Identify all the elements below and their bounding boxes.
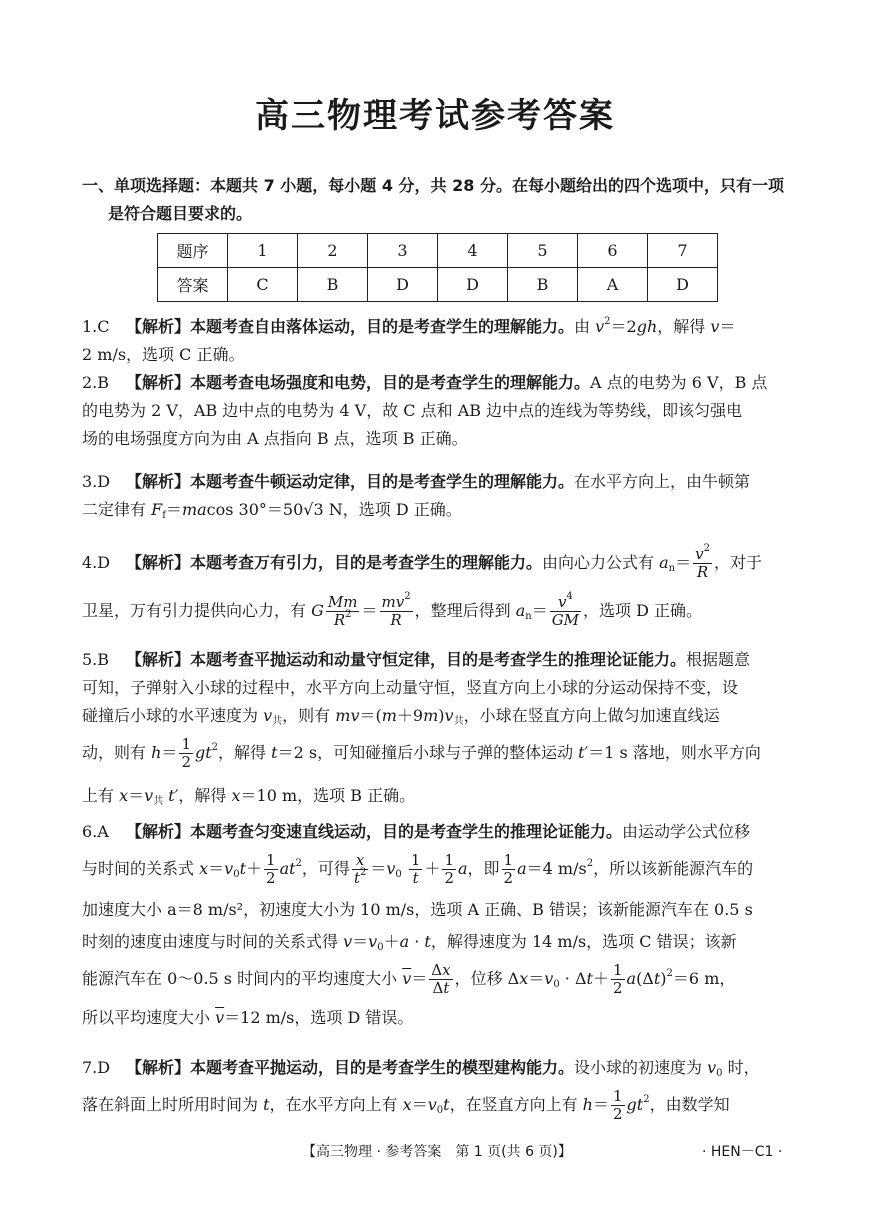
question-number: 1.C — [82, 317, 110, 336]
answer-table — [157, 233, 718, 302]
page-title: 高三物理考试参考答案 — [255, 96, 615, 136]
question-number: 6.A — [82, 822, 109, 841]
table-header-cell: 答案 — [158, 268, 228, 302]
analysis-tag: 【解析】本题考查电场强度和电势，目的是考查学生的理解能力。 — [126, 373, 591, 392]
table-header-cell: 题序 — [158, 234, 228, 268]
question-5: 5.B 【解析】本题考查平抛运动和动量守恒定律，目的是考查学生的推理论证能力。根据题意 可知，子弹射入小球的过程中，水平方向上动量守恒，竖直方向上小球的分运动保持不变，设 碰撞后小球的水平速度为 $v_共$，则有 $mv=(m+9m)v_共$，小球在竖直方向上做匀加速直线运 动，则有 h＝ $\frac{1}{2}$ $gt^2$，解得 t＝2 s，可知碰撞后小球与子弹的整体运动 t′＝1 s 落地，则水平方向 上有 $x=v_共$ t′，解得 x＝10 m，选项 B 正确。 — [82, 646, 794, 810]
table-cell: D — [438, 268, 508, 302]
question-1: 1.C 【解析】本题考查自由落体运动，目的是考查学生的理解能力。由 $v^2=2gh$，解得 v＝ 2 m/s，选项 C 正确。 — [82, 313, 794, 369]
analysis-tag: 【解析】本题考查平抛运动，目的是考查学生的模型建构能力。 — [126, 1058, 575, 1077]
section-heading-line2: 是符合题目要求的。 — [108, 204, 253, 223]
table-cell: 6 — [578, 234, 648, 268]
table-cell: D — [368, 268, 438, 302]
question-4: 4.D 【解析】本题考查万有引力，目的是考查学生的理解能力。由向心力公式有 $a_n=$ $\frac{v^2}{R}$ ，对于 卫星，万有引力提供向心力，有 G $\frac{Mm}{R^2}$ ＝ $\frac{mv^2}{R}$ ，整理后得到 $a_n=$ $\frac{v^4}{GM}$ ，选项 D 正确。 — [82, 543, 763, 629]
answer-table-row-answers — [158, 268, 718, 302]
analysis-tag: 【解析】本题考查牛顿运动定律，目的是考查学生的理解能力。 — [126, 472, 575, 491]
footer-code: · HEN－C1 · — [702, 1144, 783, 1160]
analysis-tag: 【解析】本题考查匀变速直线运动，目的是考查学生的推理论证能力。 — [126, 822, 623, 841]
table-cell: 7 — [648, 234, 718, 268]
table-cell: 1 — [228, 234, 298, 268]
footer-page-info: 【高三物理 · 参考答案 第 1 页(共 6 页)】 — [302, 1144, 572, 1160]
section-heading — [82, 172, 802, 228]
question-6: 6.A 【解析】本题考查匀变速直线运动，目的是考查学生的推理论证能力。由运动学公式位移 与时间的关系式 $x=v_0t+$ $\frac{1}{2}$ $at^2$，可得 $\frac{x}{t^2}$ $=v_0$ $\frac{1}{t}$ ＋ $\frac{1}{2}$ a，即 $\frac{1}{2}$ a＝4 $m/s^2$，所以该新能源汽车的 加速度大小 a＝8 m/s²，初速度大小为 10 m/s，选项 A 正确、B 错误；该新能源汽车在 0.5 s 时刻的速度由速度与时间的关系式得 $v=v_0+a \cdot t$，解得速度为 14 m/s，选项 C 错误；该新 能源汽车在 0～0.5 s 时间内的平均速度大小 $\overline{v}=$ $\frac{\Delta x}{\Delta t}$ ，位移 $\Delta x=v_0 \cdot \Delta t+$ $\frac{1}{2}$ $a(\Delta t)^2=6$ m， 所以平均速度大小 $\overline{v}=12$ m/s，选项 D 错误。 — [82, 818, 794, 1032]
table-cell: 3 — [368, 234, 438, 268]
question-number: 5.B — [82, 650, 110, 669]
question-number: 4.D — [82, 553, 111, 572]
table-cell: 4 — [438, 234, 508, 268]
table-cell: A — [578, 268, 648, 302]
section-heading-line1: 一、单项选择题：本题共 7 小题，每小题 4 分，共 28 分。在每小题给出的四个选项中，只有一项 — [82, 176, 784, 195]
analysis-tag: 【解析】本题考查自由落体运动，目的是考查学生的理解能力。 — [126, 317, 575, 336]
question-3: 3.D 【解析】本题考查牛顿运动定律，目的是考查学生的理解能力。在水平方向上，由牛顿第 二定律有 $F_f=macos$ 30°＝50√3 N，选项 D 正确。 — [82, 468, 794, 524]
table-cell: D — [648, 268, 718, 302]
analysis-tag: 【解析】本题考查万有引力，目的是考查学生的理解能力。 — [126, 553, 543, 572]
question-2: 2.B 【解析】本题考查电场强度和电势，目的是考查学生的理解能力。A 点的电势为 6 V，B 点 的电势为 2 V，AB 边中点的电势为 4 V，故 C 点和 AB 边中点的连线为等势线，即该匀强电 场的电场强度方向为由 A 点指向 B 点，选项 B 正确。 — [82, 369, 794, 453]
question-number: 2.B — [82, 373, 110, 392]
question-number: 7.D — [82, 1058, 111, 1077]
table-cell: 2 — [298, 234, 368, 268]
answer-table-row-numbers — [158, 234, 718, 268]
question-number: 3.D — [82, 472, 111, 491]
table-cell: C — [228, 268, 298, 302]
table-cell: 5 — [508, 234, 578, 268]
table-cell: B — [508, 268, 578, 302]
question-7: 7.D 【解析】本题考查平抛运动，目的是考查学生的模型建构能力。设小球的初速度为 $v_0$ 时， 落在斜面上时所用时间为 t，在水平方向上有 $x=v_0t$，在竖直方向上有 h＝ $\frac{1}{2}$ $gt^2$，由数学知 — [82, 1054, 794, 1128]
analysis-tag: 【解析】本题考查平抛运动和动量守恒定律，目的是考查学生的推理论证能力。 — [126, 650, 687, 669]
table-cell: B — [298, 268, 368, 302]
